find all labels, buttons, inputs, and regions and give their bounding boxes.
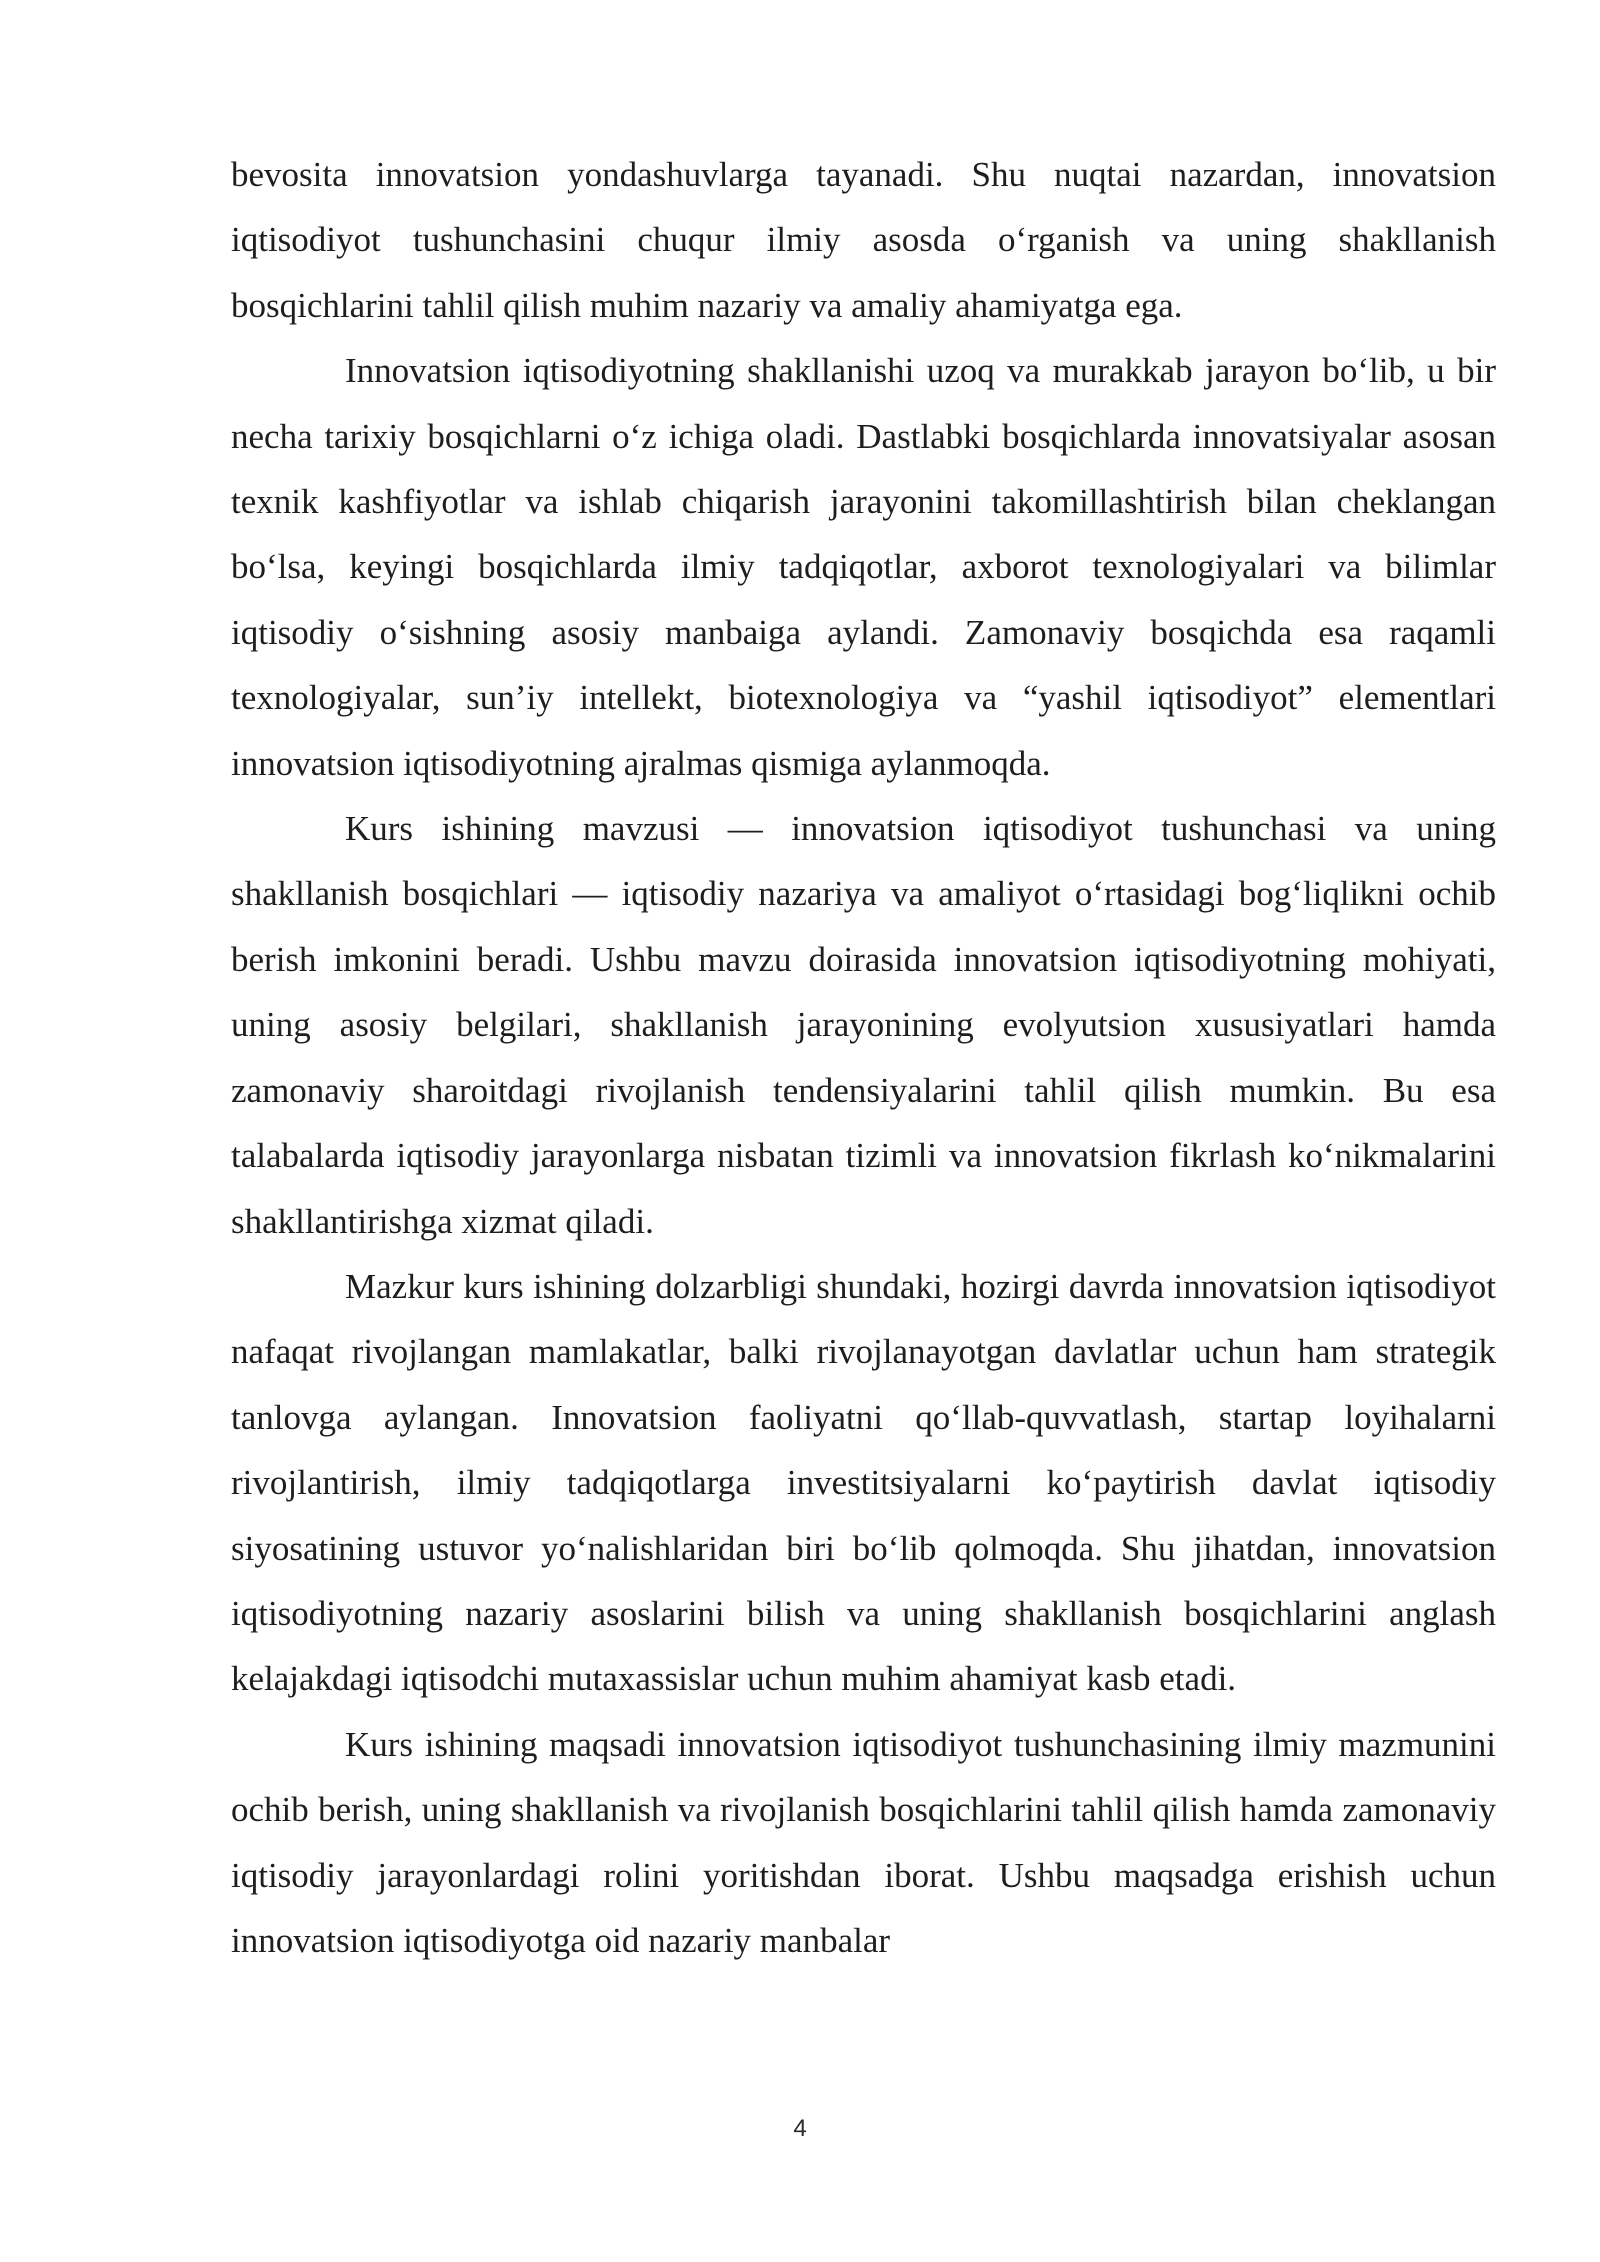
paragraph-goal: Kurs ishining maqsadi innovatsion iqtisodiyot tushunchasining ilmiy mazmunini ochib berish, uning shakllanish va rivojlanish bosqichlarini tahlil qilish hamda zamonaviy iqtisodiy jarayonlardagi rolini yoritishdan iborat. Ushbu maqsadga erishish uchun innovatsion iqtisodiyotga oid nazariy manbalar — [231, 1724, 1496, 1960]
body-text — [231, 142, 1496, 1973]
page-number: 4 — [793, 2115, 807, 2142]
paragraph-relevance: Mazkur kurs ishining dolzarbligi shundaki, hozirgi davrda innovatsion iqtisodiyot nafaqat rivojlangan mamlakatlar, balki rivojlanayotgan davlatlar uchun ham strategik tanlovga aylangan. Innovatsion faoliyatni qo‘llab-quvvatlash, startap loyihalarni rivojlantirish, ilmiy tadqiqotlarga investitsiyalarni ko‘paytirish davlat iqtisodiy siyosatining ustuvor yo‘nalishlaridan biri bo‘lib qolmoqda. Shu jihatdan, innovatsion iqtisodiyotning nazariy asoslarini bilish va uning shakllanish bosqichlarini anglash kelajakdagi iqtisodchi mutaxassislar uchun muhim ahamiyat kasb etadi. — [231, 1266, 1496, 1699]
paragraph-course-topic: Kurs ishining mavzusi — innovatsion iqtisodiyot tushunchasi va uning shakllanish bosqichlari — iqtisodiy nazariya va amaliyot o‘rtasidagi bog‘liqlikni ochib berish imkonini beradi. Ushbu mavzu doirasida innovatsion iqtisodiyotning mohiyati, uning asosiy belgilari, shakllanish jarayonining evolyutsion xususiyatlari hamda zamonaviy sharoitdagi rivojlanish tendensiyalarini tahlil qilish mumkin. Bu esa talabalarda iqtisodiy jarayonlarga nisbatan tizimli va innovatsion fikrlash ko‘nikmalarini shakllantirishga xizmat qiladi. — [231, 809, 1496, 1241]
paragraph-formation-stages: Innovatsion iqtisodiyotning shakllanishi uzoq va murakkab jarayon bo‘lib, u bir necha tarixiy bosqichlarni o‘z ichiga oladi. Dastlabki bosqichlarda innovatsiyalar asosan texnik kashfiyotlar va ishlab chiqarish jarayonini takomillashtirish bilan cheklangan bo‘lsa, keyingi bosqichlarda ilmiy tadqiqotlar, axborot texnologiyalari va bilimlar iqtisodiy o‘sishning asosiy manbaiga aylandi. Zamonaviy bosqichda esa raqamli texnologiyalar, sun’iy intellekt, biotexnologiya va “yashil iqtisodiyot” elementlari innovatsion iqtisodiyotning ajralmas qismiga aylanmoqda. — [231, 351, 1496, 783]
paragraph-continuation: bevosita innovatsion yondashuvlarga tayanadi. Shu nuqtai nazardan, innovatsion iqtisodiyot tushunchasini chuqur ilmiy asosda o‘rganish va uning shakllanish bosqichlarini tahlil qilish muhim nazariy va amaliy ahamiyatga ega. — [231, 155, 1496, 325]
